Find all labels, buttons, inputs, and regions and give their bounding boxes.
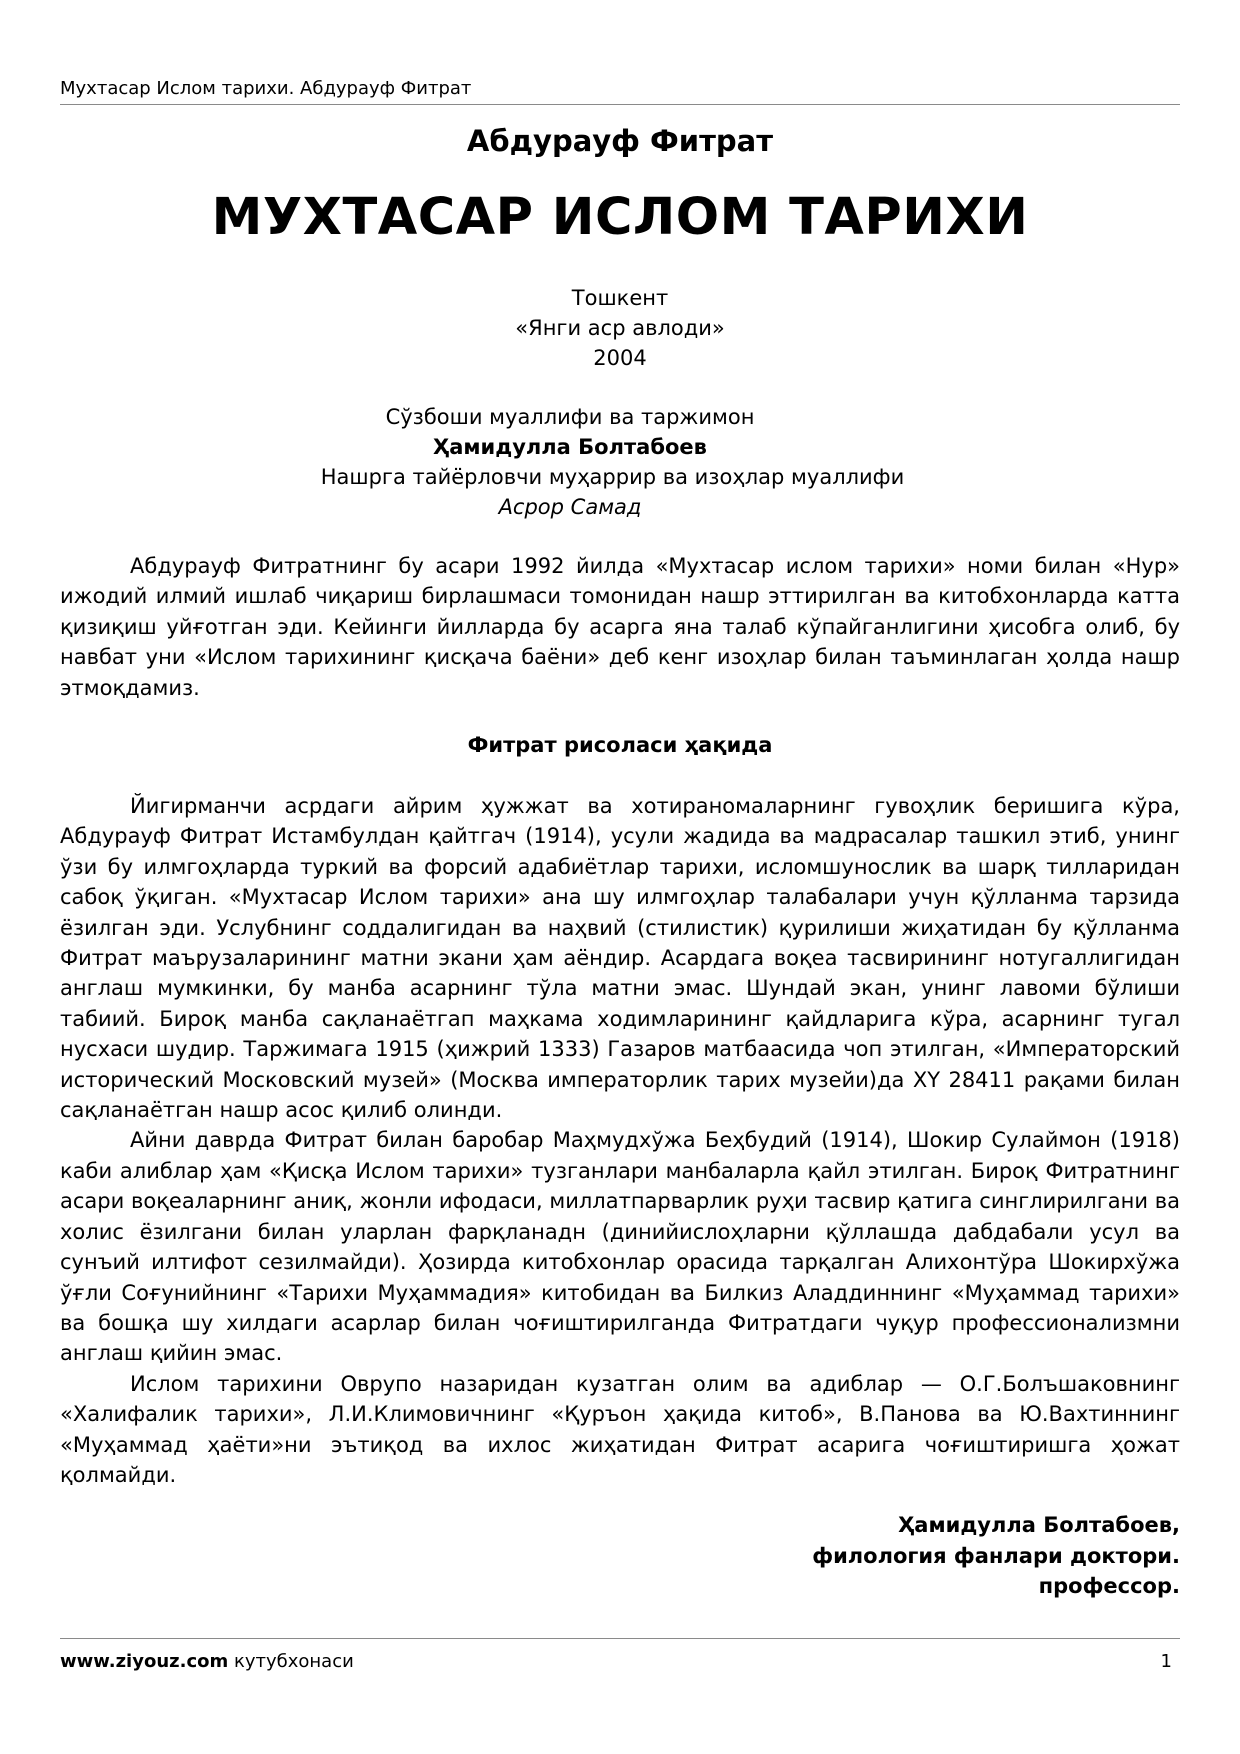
- footer-divider: [60, 1638, 1180, 1639]
- book-author: Абдурауф Фитрат: [466, 124, 774, 158]
- body-paragraph: Айни даврда Фитрат билан баробар Маҳмудхўжа Беҳбудий (1914), Шокир Сулаймон (1918) каби алиблар ҳам «Қисқа Ислом тарихи» тузганлари манбаларла қайл этилган. Бироқ Фитратнинг асари воқеаларнинг аниқ, жонли ифодаси, миллатпарварлик руҳи тасвир қатига синглирилгани ва холис ёзилгани билан уларлан фарқланадн (динийислоҳларни қўллашда дабдабали усул ва сунъий илтифот сезилмайди). Ҳозирда китобхонлар орасида тарқалган Алихонтўра Шокирхўжа ўғли Соғунийнинг «Тарихи Муҳаммадия» китобидан ва Билкиз Аладдиннинг «Муҳаммад тарихи» ва бошқа шу хилдаги асарлар билан чоғиштирилганда Фитратдаги чуқур профессионализмни англаш қийин эмас.: [60, 1128, 1180, 1366]
- footer-library-label: кутубхонаси: [228, 1651, 354, 1672]
- body-paragraph: Йигирманчи асрдаги айрим ҳужжат ва хотираномаларнинг гувоҳлик беришига кўра, Абдурауф Фитрат Истамбулдан қайтгач (1914), усули жадида ва мадрасалар ташкил этиб, унинг ўзи бу илмгоҳларда туркий ва форсий адабиётлар тарихи, исломшунослик ва шарқ тилларидан сабоқ ўқиган. «Мухтасар Ислом тарихи» ана шу илмгоҳлар талабалари учун қўлланма тарзида ёзилган эди. Услубнинг соддалигидан ва наҳвий (стилистик) қурилиши жиҳатидан бу қўлланма Фитрат маърузаларининг матни экани ҳам аёндир. Асардага воқеа тасвирининг нотугаллигидан англаш мумкинки, бу манба асарнинг тўла матни эмас. Шундай экан, унинг лавоми бўлиши табиий. Бироқ манба сақланаётгап маҳкама ходимларининг қайдларига кўра, асарнинг тугал нусхаси шудир. Таржимага 1915 (ҳижрий 1333) Газаров матбаасида чоп этилган, «Императорский исторический Московский музей» (Москва императорлик тарих музейи)да ХҮ 28411 рақами билан сақланаётган нашр асос қилиб олинди.: [60, 794, 1180, 1123]
- editor-name: Асрор Самад: [498, 495, 642, 519]
- book-title: МУХТАСАР ИСЛОМ ТАРИХИ: [211, 188, 1029, 247]
- signature-block: [580, 1510, 1180, 1602]
- intro-section: [60, 551, 1180, 703]
- section-body: [60, 791, 1180, 1490]
- signature-name: Ҳамидулла Болтабоев,: [898, 1513, 1180, 1537]
- intro-paragraph: Абдурауф Фитратнинг бу асари 1992 йилда «Мухтасар ислом тарихи» номи билан «Нур» ижодий илмий ишлаб чиқариш бирлашмаси томонидан нашр эттирилган ва китобхонларда катта қизиқиш уйғотган эди. Кейинги йилларда бу асарга яна талаб кўпайганлигини ҳисобга олиб, бу навбат уни «Ислом тарихининг қисқача баёни» деб кенг изоҳлар билан таъминлаган ҳолда нашр этмоқдамиз.: [60, 554, 1180, 700]
- publication-city: Тошкент: [571, 286, 669, 310]
- running-header: Мухтасар Ислом тарихи. Абдурауф Фитрат: [60, 78, 472, 99]
- editor-role: Нашрга тайёрловчи муҳаррир ва изоҳлар муаллифи: [320, 465, 905, 489]
- section-heading: Фитрат рисоласи ҳақида: [467, 733, 773, 757]
- publisher-name: «Янги аср авлоди»: [515, 316, 725, 340]
- publication-year: 2004: [593, 346, 647, 370]
- footer-source: [60, 1651, 354, 1672]
- footer-site-link[interactable]: www.ziyouz.com: [60, 1651, 229, 1672]
- publication-info: [60, 283, 1180, 373]
- signature-degree: филология фанлари доктори.: [812, 1543, 1180, 1568]
- page-number: 1: [1160, 1651, 1172, 1672]
- credits-block: [60, 402, 1180, 522]
- body-paragraph: Ислом тарихини Оврупо назаридан кузатган олим ва адиблар — О.Г.Болъшаковнинг «Халифалик тарихи», Л.И.Климовичнинг «Қуръон ҳақида китоб», В.Панова ва Ю.Вахтиннинг «Муҳаммад ҳаёти»ни эътиқод ва ихлос жиҳатидан Фитрат асарига чоғиштиришга ҳожат қолмайди.: [60, 1371, 1180, 1487]
- preface-role: Сўзбоши муаллифи ва таржимон: [385, 405, 755, 429]
- header-divider: [60, 104, 1180, 105]
- document-page: [60, 0, 1180, 1754]
- preface-author-name: Ҳамидулла Болтабоев: [433, 435, 707, 459]
- signature-title: профессор.: [1038, 1574, 1180, 1598]
